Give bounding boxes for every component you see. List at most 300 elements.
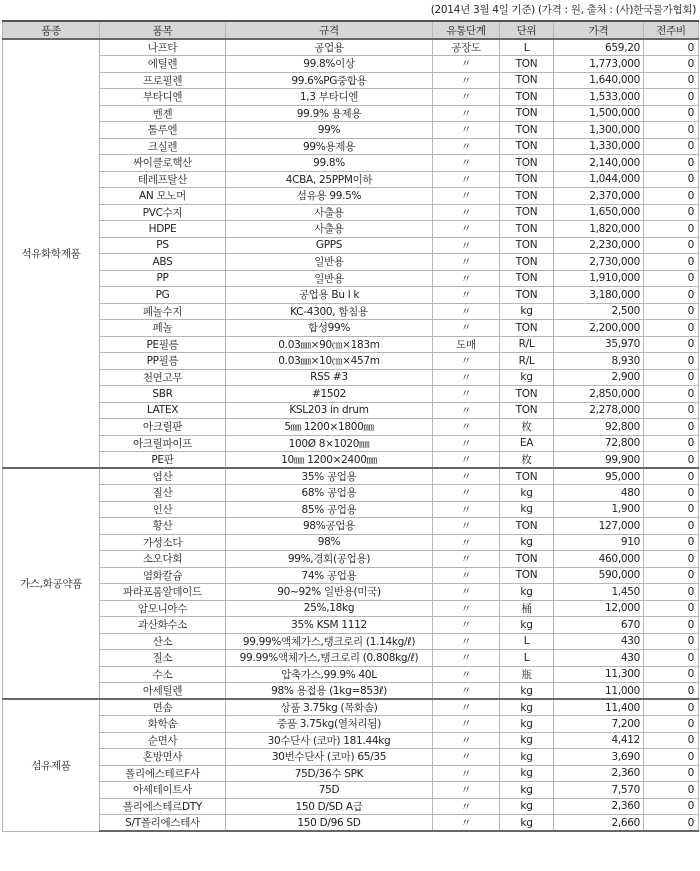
spec-cell: 0.03㎜×10㎝×457m [226,353,433,370]
change-cell: 0 [644,666,699,683]
change-cell: 0 [644,584,699,601]
distribution-cell: 〃 [433,188,500,205]
distribution-cell: 〃 [433,419,500,436]
header-row [3,21,699,39]
spec-cell: 35% KSM 1112 [226,617,433,634]
price-cell: 430 [554,633,644,650]
change-cell: 0 [644,452,699,469]
table-row [3,188,699,205]
item-cell: 면솜 [100,699,226,716]
item-cell: 아크릴판 [100,419,226,436]
spec-cell: 일반용 [226,270,433,287]
price-cell: 910 [554,534,644,551]
distribution-cell: 〃 [433,270,500,287]
spec-cell: 74% 공업용 [226,567,433,584]
distribution-cell: 〃 [433,798,500,815]
distribution-cell: 〃 [433,221,500,238]
spec-cell: 4CBA, 25PPM이하 [226,171,433,188]
category-cell: 섬유제품 [3,699,100,831]
distribution-cell: 도매 [433,336,500,353]
change-cell: 0 [644,303,699,320]
unit-cell: 枚 [500,452,554,469]
distribution-cell: 〃 [433,584,500,601]
change-cell: 0 [644,749,699,766]
distribution-cell: 〃 [433,485,500,502]
item-cell: PE판 [100,452,226,469]
distribution-cell: 〃 [433,765,500,782]
distribution-cell: 〃 [433,56,500,73]
change-cell: 0 [644,435,699,452]
change-cell: 0 [644,369,699,386]
unit-cell: L [500,633,554,650]
distribution-cell: 〃 [433,204,500,221]
item-cell: 싸이클로핵산 [100,155,226,172]
table-row [3,501,699,518]
header-category: 품종 [3,21,100,39]
spec-cell: 98%공업용 [226,518,433,535]
change-cell: 0 [644,765,699,782]
item-cell: 천연고무 [100,369,226,386]
distribution-cell: 〃 [433,254,500,271]
change-cell: 0 [644,782,699,799]
table-row [3,270,699,287]
unit-cell: R/L [500,336,554,353]
unit-cell: kg [500,584,554,601]
spec-cell: RSS #3 [226,369,433,386]
table-row [3,221,699,238]
item-cell: 질산 [100,485,226,502]
distribution-cell: 〃 [433,749,500,766]
item-cell: 아크릴파이프 [100,435,226,452]
distribution-cell: 〃 [433,105,500,122]
unit-cell: EA [500,435,554,452]
item-cell: 순면사 [100,732,226,749]
distribution-cell: 〃 [433,699,500,716]
price-cell: 2,278,000 [554,402,644,419]
header-unit: 단위 [500,21,554,39]
item-cell: 폴리에스테르F사 [100,765,226,782]
table-row [3,435,699,452]
table-row [3,320,699,337]
item-cell: LATEX [100,402,226,419]
table-row [3,633,699,650]
distribution-cell: 공장도 [433,39,500,56]
unit-cell: kg [500,716,554,733]
spec-cell: 공업용 Bu l k [226,287,433,304]
distribution-cell: 〃 [433,452,500,469]
change-cell: 0 [644,254,699,271]
table-row [3,138,699,155]
item-cell: PS [100,237,226,254]
spec-cell: 100Ø 8×1020㎜ [226,435,433,452]
header-distribution: 유통단계 [433,21,500,39]
price-cell: 95,000 [554,468,644,485]
distribution-cell: 〃 [433,369,500,386]
unit-cell: TON [500,56,554,73]
distribution-cell: 〃 [433,633,500,650]
price-cell: 2,500 [554,303,644,320]
spec-cell: 사출용 [226,204,433,221]
price-cell: 1,533,000 [554,89,644,106]
price-cell: 7,570 [554,782,644,799]
item-cell: 나프타 [100,39,226,56]
price-cell: 1,773,000 [554,56,644,73]
change-cell: 0 [644,105,699,122]
distribution-cell: 〃 [433,617,500,634]
table-row [3,105,699,122]
item-cell: 파라포롬알데이드 [100,584,226,601]
item-cell: 페놀수지 [100,303,226,320]
unit-cell: kg [500,501,554,518]
change-cell: 0 [644,600,699,617]
distribution-cell: 〃 [433,89,500,106]
unit-cell: TON [500,221,554,238]
change-cell: 0 [644,683,699,700]
distribution-cell: 〃 [433,666,500,683]
distribution-cell: 〃 [433,501,500,518]
item-cell: 질소 [100,650,226,667]
table-row [3,567,699,584]
table-row [3,666,699,683]
change-cell: 0 [644,534,699,551]
spec-cell: 99% [226,122,433,139]
spec-cell: 98% [226,534,433,551]
change-cell: 0 [644,122,699,139]
table-row [3,122,699,139]
price-cell: 99,900 [554,452,644,469]
spec-cell: 90~92% 일반용(미국) [226,584,433,601]
change-cell: 0 [644,518,699,535]
unit-cell: L [500,39,554,56]
table-row [3,782,699,799]
table-row [3,650,699,667]
item-cell: 프로필렌 [100,72,226,89]
spec-cell: #1502 [226,386,433,403]
change-cell: 0 [644,353,699,370]
price-cell: 3,180,000 [554,287,644,304]
distribution-cell: 〃 [433,650,500,667]
item-cell: 테레프탈산 [100,171,226,188]
price-cell: 1,820,000 [554,221,644,238]
unit-cell: R/L [500,353,554,370]
item-cell: HDPE [100,221,226,238]
distribution-cell: 〃 [433,600,500,617]
distribution-cell: 〃 [433,353,500,370]
price-cell: 480 [554,485,644,502]
table-row [3,716,699,733]
table-row [3,765,699,782]
price-cell: 2,900 [554,369,644,386]
item-cell: 폴리에스테르DTY [100,798,226,815]
change-cell: 0 [644,419,699,436]
unit-cell: TON [500,320,554,337]
spec-cell: GPPS [226,237,433,254]
table-row [3,89,699,106]
distribution-cell: 〃 [433,155,500,172]
change-cell: 0 [644,633,699,650]
unit-cell: kg [500,782,554,799]
unit-cell: TON [500,402,554,419]
spec-cell: 150 D/SD A급 [226,798,433,815]
unit-cell: kg [500,534,554,551]
price-table [2,20,699,832]
unit-cell: kg [500,485,554,502]
spec-cell: 30수단사 (코마) 181.44kg [226,732,433,749]
price-cell: 2,370,000 [554,188,644,205]
distribution-cell: 〃 [433,402,500,419]
price-cell: 659,20 [554,39,644,56]
unit-cell: TON [500,72,554,89]
change-cell: 0 [644,39,699,56]
unit-cell: TON [500,171,554,188]
spec-cell: 압축가스,99.9% 40L [226,666,433,683]
table-row [3,369,699,386]
price-cell: 1,640,000 [554,72,644,89]
price-cell: 590,000 [554,567,644,584]
spec-cell: 99.99%액체가스,탱크로리 (1.14kg/ℓ) [226,633,433,650]
price-cell: 127,000 [554,518,644,535]
spec-cell: KC-4300, 함침용 [226,303,433,320]
spec-cell: 일반용 [226,254,433,271]
item-cell: 암모니아수 [100,600,226,617]
spec-cell: 30번수단사 (코마) 65/35 [226,749,433,766]
change-cell: 0 [644,237,699,254]
spec-cell: KSL203 in drum [226,402,433,419]
table-row [3,699,699,716]
unit-cell: kg [500,699,554,716]
item-cell: 아세틸렌 [100,683,226,700]
spec-cell: 99.9% 용제용 [226,105,433,122]
change-cell: 0 [644,204,699,221]
table-row [3,468,699,485]
change-cell: 0 [644,732,699,749]
spec-cell: 99.6%PG중합용 [226,72,433,89]
distribution-cell: 〃 [433,171,500,188]
item-cell: S/T폴리에스테사 [100,815,226,832]
distribution-cell: 〃 [433,683,500,700]
spec-cell: 중품 3.75kg(열처리됨) [226,716,433,733]
change-cell: 0 [644,56,699,73]
price-cell: 2,360 [554,765,644,782]
unit-cell: TON [500,468,554,485]
table-row [3,419,699,436]
change-cell: 0 [644,402,699,419]
table-row [3,287,699,304]
spec-cell: 공업용 [226,39,433,56]
distribution-cell: 〃 [433,237,500,254]
table-body [3,39,699,831]
change-cell: 0 [644,650,699,667]
change-cell: 0 [644,567,699,584]
item-cell: 수소 [100,666,226,683]
unit-cell: kg [500,369,554,386]
distribution-cell: 〃 [433,320,500,337]
item-cell: 염화칼슘 [100,567,226,584]
change-cell: 0 [644,188,699,205]
price-cell: 2,200,000 [554,320,644,337]
distribution-cell: 〃 [433,287,500,304]
unit-cell: kg [500,749,554,766]
item-cell: 톨루엔 [100,122,226,139]
table-row [3,386,699,403]
price-cell: 2,140,000 [554,155,644,172]
unit-cell: TON [500,287,554,304]
distribution-cell: 〃 [433,435,500,452]
price-cell: 2,230,000 [554,237,644,254]
table-row [3,518,699,535]
change-cell: 0 [644,155,699,172]
spec-cell: 99.8%이상 [226,56,433,73]
table-row [3,254,699,271]
price-cell: 430 [554,650,644,667]
table-row [3,798,699,815]
spec-cell: 25%,18kg [226,600,433,617]
distribution-cell: 〃 [433,567,500,584]
unit-cell: 瓶 [500,666,554,683]
spec-cell: 75D [226,782,433,799]
item-cell: 혼방면사 [100,749,226,766]
unit-cell: TON [500,270,554,287]
unit-cell: TON [500,204,554,221]
distribution-cell: 〃 [433,732,500,749]
unit-cell: TON [500,551,554,568]
header-item: 품목 [100,21,226,39]
unit-cell: kg [500,815,554,832]
change-cell: 0 [644,617,699,634]
unit-cell: kg [500,765,554,782]
change-cell: 0 [644,138,699,155]
spec-cell: 75D/36수 SPK [226,765,433,782]
item-cell: 염산 [100,468,226,485]
price-cell: 8,930 [554,353,644,370]
price-cell: 2,850,000 [554,386,644,403]
table-row [3,237,699,254]
change-cell: 0 [644,716,699,733]
item-cell: PP [100,270,226,287]
price-cell: 11,400 [554,699,644,716]
distribution-cell: 〃 [433,518,500,535]
distribution-cell: 〃 [433,551,500,568]
unit-cell: 桶 [500,600,554,617]
distribution-cell: 〃 [433,534,500,551]
header-price: 가격 [554,21,644,39]
unit-cell: TON [500,567,554,584]
table-row [3,155,699,172]
item-cell: 화학솜 [100,716,226,733]
change-cell: 0 [644,320,699,337]
unit-cell: L [500,650,554,667]
distribution-cell: 〃 [433,386,500,403]
price-cell: 11,300 [554,666,644,683]
category-cell: 석유화학제품 [3,39,100,468]
item-cell: 아세테이트사 [100,782,226,799]
change-cell: 0 [644,699,699,716]
distribution-cell: 〃 [433,716,500,733]
unit-cell: kg [500,732,554,749]
table-row [3,171,699,188]
table-row [3,204,699,221]
distribution-cell: 〃 [433,72,500,89]
spec-cell: 98% 용접용 (1kg=853ℓ) [226,683,433,700]
item-cell: 페놀 [100,320,226,337]
price-cell: 11,000 [554,683,644,700]
table-row [3,72,699,89]
price-cell: 2,730,000 [554,254,644,271]
price-cell: 35,970 [554,336,644,353]
table-row [3,303,699,320]
spec-cell: 99.8% [226,155,433,172]
price-cell: 7,200 [554,716,644,733]
change-cell: 0 [644,72,699,89]
change-cell: 0 [644,798,699,815]
item-cell: 인산 [100,501,226,518]
item-cell: 크실렌 [100,138,226,155]
table-row [3,452,699,469]
spec-cell: 68% 공업용 [226,485,433,502]
change-cell: 0 [644,336,699,353]
unit-cell: kg [500,303,554,320]
item-cell: 벤젠 [100,105,226,122]
price-cell: 670 [554,617,644,634]
unit-cell: TON [500,105,554,122]
distribution-cell: 〃 [433,782,500,799]
price-cell: 4,412 [554,732,644,749]
table-row [3,815,699,832]
distribution-cell: 〃 [433,468,500,485]
change-cell: 0 [644,386,699,403]
table-row [3,402,699,419]
item-cell: 산소 [100,633,226,650]
unit-cell: TON [500,237,554,254]
table-row [3,584,699,601]
unit-cell: TON [500,386,554,403]
unit-cell: TON [500,122,554,139]
spec-cell: 99.99%액체가스,탱크로리 (0.808kg/ℓ) [226,650,433,667]
table-row [3,749,699,766]
price-cell: 1,330,000 [554,138,644,155]
change-cell: 0 [644,171,699,188]
item-cell: PG [100,287,226,304]
table-row [3,551,699,568]
category-cell: 가스,화공약품 [3,468,100,699]
distribution-cell: 〃 [433,138,500,155]
item-cell: 에틸렌 [100,56,226,73]
item-cell: PE필름 [100,336,226,353]
spec-cell: 1,3 부타디엔 [226,89,433,106]
unit-cell: kg [500,683,554,700]
spec-cell: 99%용제용 [226,138,433,155]
price-cell: 1,900 [554,501,644,518]
item-cell: ABS [100,254,226,271]
source-note: (2014년 3월 4일 기준) (가격 : 원, 출처 : (사)한국물가협회) [430,4,696,16]
unit-cell: TON [500,254,554,271]
item-cell: PVC수지 [100,204,226,221]
unit-cell: kg [500,798,554,815]
price-cell: 1,500,000 [554,105,644,122]
table-row [3,336,699,353]
change-cell: 0 [644,485,699,502]
unit-cell: 枚 [500,419,554,436]
table-row [3,56,699,73]
unit-cell: TON [500,188,554,205]
price-cell: 1,650,000 [554,204,644,221]
item-cell: 소오다회 [100,551,226,568]
item-cell: 과산화수소 [100,617,226,634]
price-cell: 92,800 [554,419,644,436]
item-cell: AN 모노머 [100,188,226,205]
spec-cell: 35% 공업용 [226,468,433,485]
change-cell: 0 [644,270,699,287]
